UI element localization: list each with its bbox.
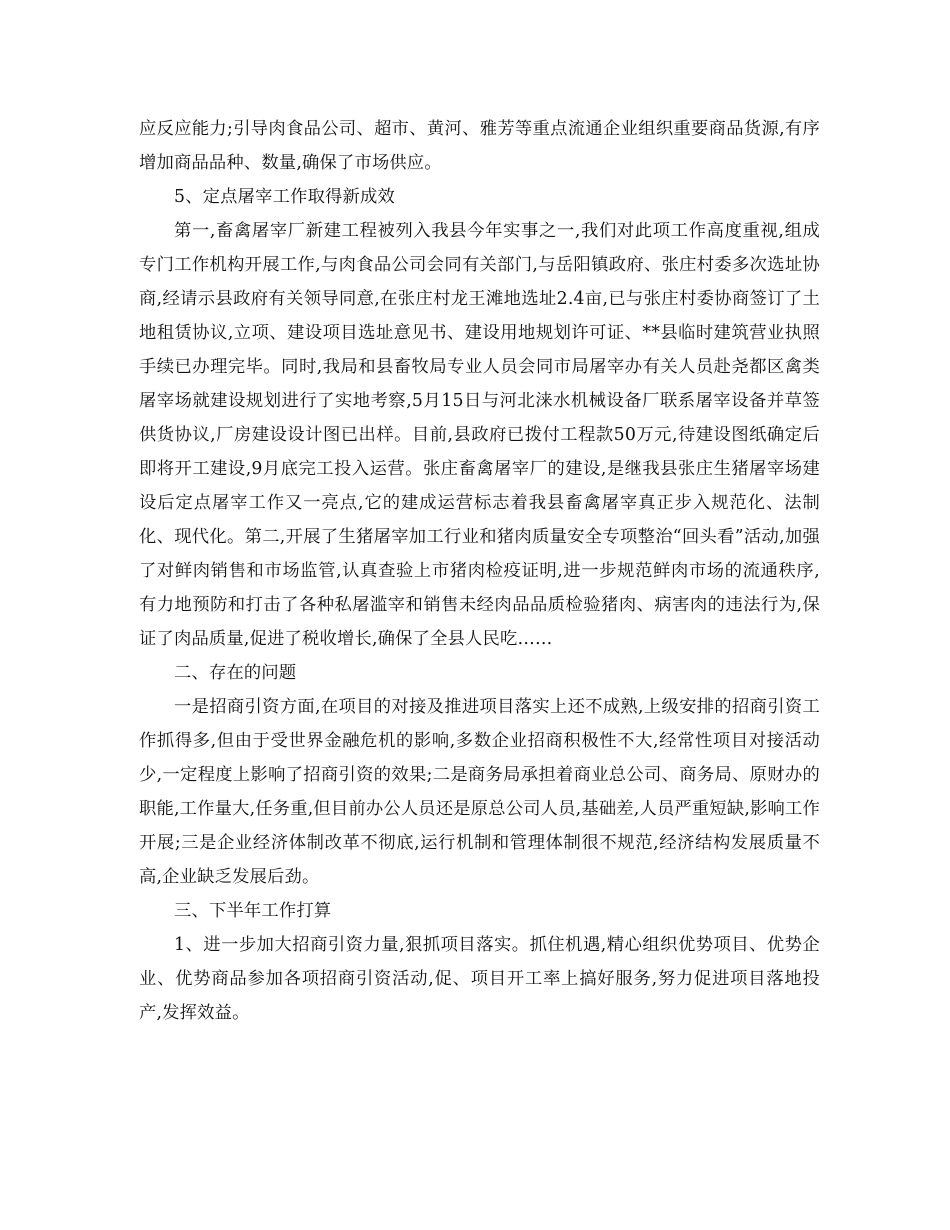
paragraph-slaughter-work: 第一,畜禽屠宰厂新建工程被列入我县今年实事之一,我们对此项工作高度重视,组成专门工作机构开展工作,与肉食品公司会同有关部门,与岳阳镇政府、张庄村委多次选址协商,经请示县政府有关领导同意,在张庄村龙王滩地选址2.4亩,已与张庄村委协商签订了土地租赁协议,立项、建设项目选址意见书、建设用地规划许可证、**县临时建筑营业执照手续已办理完毕。同时,我局和县畜牧局专业人员会同市局屠宰办有关人员赴尧都区禽类屠宰场就建设规划进行了实地考察,5月15日与河北涞水机械设备厂联系屠宰设备并草签供货协议,厂房建设设计图已出样。目前,县政府已拨付工程款50万元,待建设图纸确定后即将开工建设,9月底完工投入运营。张庄畜禽屠宰厂的建设,是继我县张庄生猪屠宰场建设后定点屠宰工作又一亮点,它的建成运营标志着我县畜禽屠宰真正步入规范化、法制化、现代化。第二,开展了生猪屠宰加工行业和猪肉质量安全专项整治“回头看”活动,加强了对鲜肉销售和市场监管,认真查验上市猪肉检疫证明,进一步规范鲜肉市场的流通秩序,有力地预防和打击了各种私屠滥宰和销售未经肉品品质检验猪肉、病害肉的违法行为,保证了肉品质量,促进了税收增长,确保了全县人民吃…… bbox=[139, 221, 820, 649]
paragraph-problems: 一是招商引资方面,在项目的对接及推进项目落实上还不成熟,上级安排的招商引资工作抓得多,但由于受世界金融危机的影响,多数企业招商积极性不大,经常性项目对接活动少,一定程度上影响了招商引资的效果;二是商务局承担着商业总公司、商务局、原财办的职能,工作量大,任务重,但目前办公人员还是原总公司人员,基础差,人员严重短缺,影响工作开展;三是企业经济体制改革不彻底,运行机制和管理体制很不规范,经济结构发展质量不高,企业缺乏发展后劲。 bbox=[139, 697, 820, 887]
paragraph-market-supply: 应反应能力;引导肉食品公司、超市、黄河、雅芳等重点流通企业组织重要商品货源,有序增加商品品种、数量,确保了市场供应。 bbox=[139, 119, 820, 173]
section-heading-slaughter: 5、定点屠宰工作取得新成效 bbox=[174, 187, 395, 207]
section-heading-problems: 二、存在的问题 bbox=[174, 663, 297, 683]
document-page bbox=[139, 112, 820, 1030]
section-heading-plans: 三、下半年工作打算 bbox=[174, 901, 332, 921]
paragraph-investment-plan: 1、进一步加大招商引资力量,狠抓项目落实。抓住机遇,精心组织优势项目、优势企业、优势商品参加各项招商引资活动,促、项目开工率上搞好服务,努力促进项目落地投产,发挥效益。 bbox=[139, 935, 820, 1023]
